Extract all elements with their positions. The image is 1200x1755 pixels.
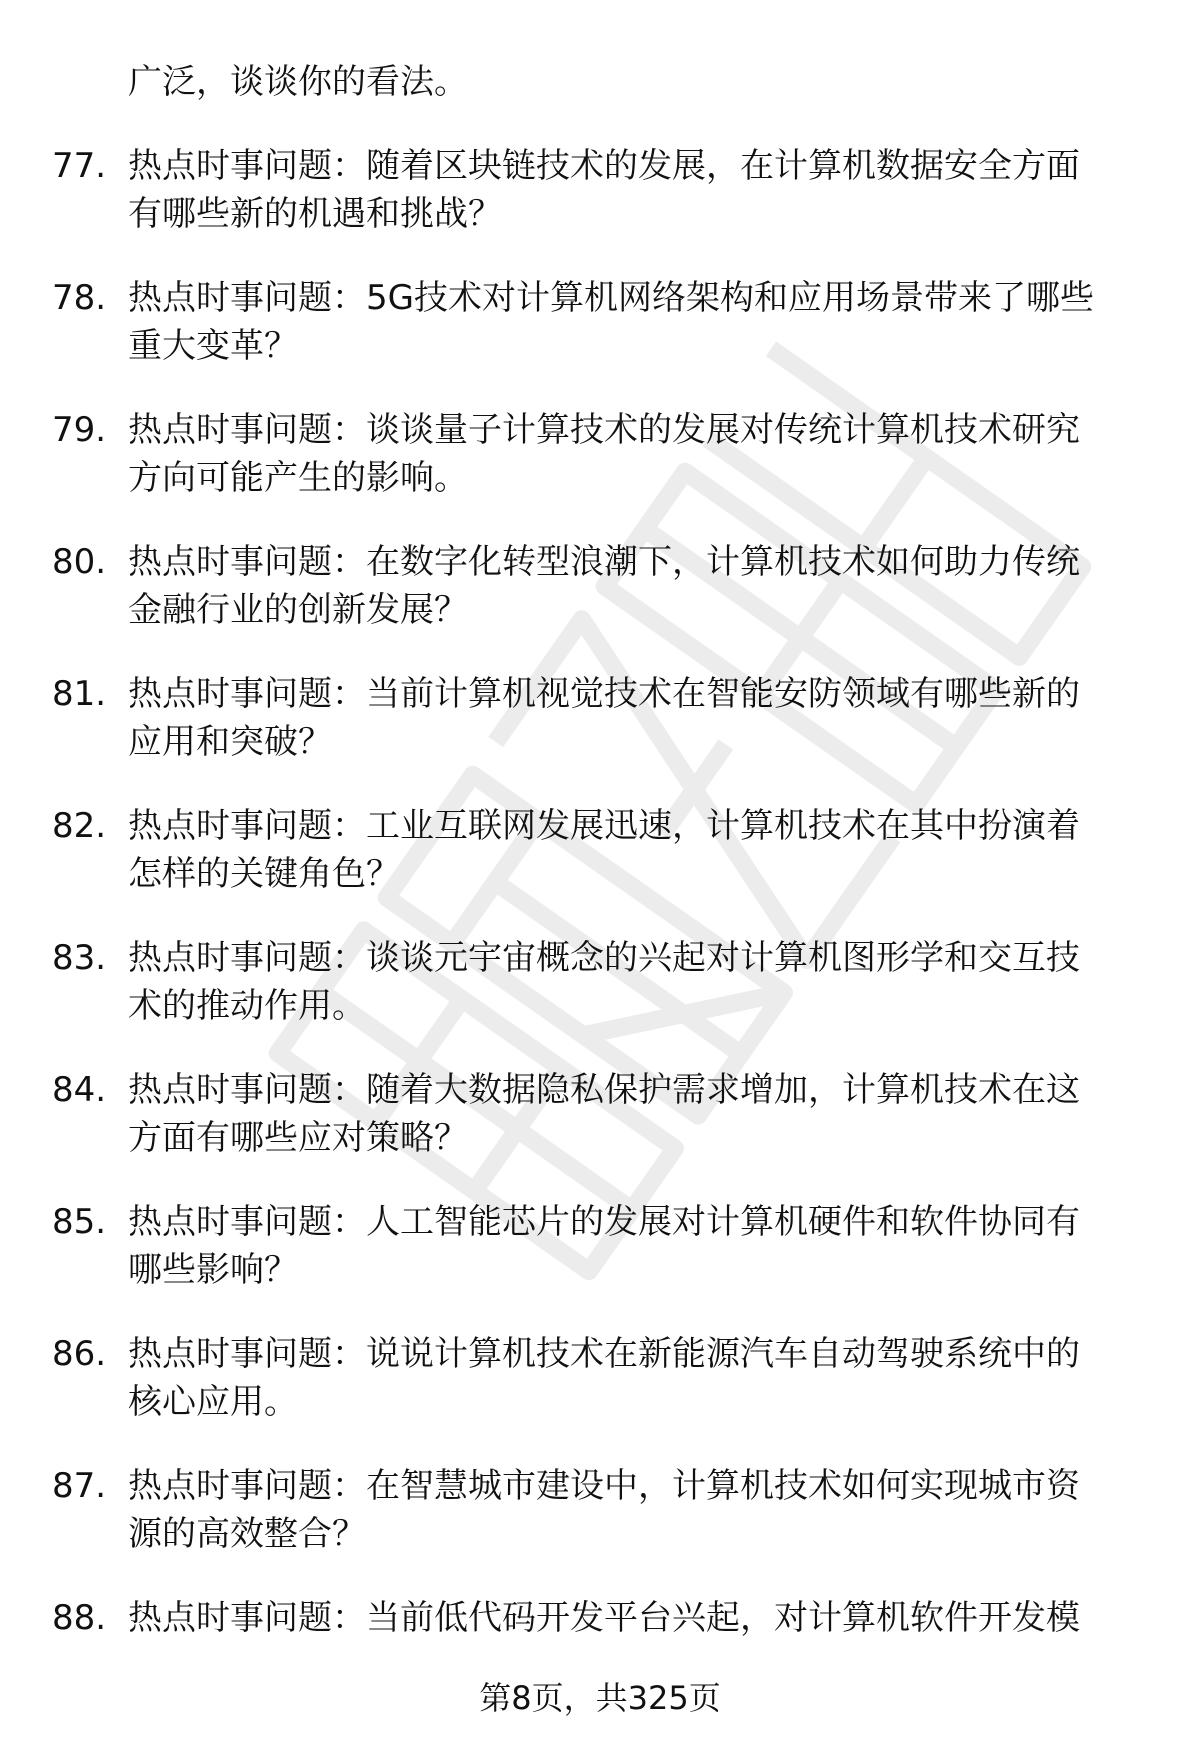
- question-line: 重大变革？: [128, 326, 298, 366]
- question-text: [128, 934, 1148, 1030]
- question-number: 78.: [52, 278, 107, 318]
- question-line: 有哪些新的机遇和挑战？: [128, 194, 502, 234]
- question-line: 热点时事问题：随着大数据隐私保护需求增加，计算机技术在这: [128, 1070, 1080, 1110]
- question-line: 热点时事问题：当前低代码开发平台兴起，对计算机软件开发模: [128, 1598, 1080, 1638]
- question-line: 方向可能产生的影响。: [128, 458, 468, 498]
- question-item: [0, 1330, 1200, 1462]
- question-item: [0, 802, 1200, 934]
- question-number: 81.: [52, 674, 107, 714]
- question-text: [128, 142, 1148, 238]
- question-text: [128, 1594, 1148, 1642]
- question-number: 88.: [52, 1598, 107, 1638]
- question-line: 怎样的关键角色？: [128, 854, 400, 894]
- question-line: 热点时事问题：在智慧城市建设中，计算机技术如何实现城市资: [128, 1466, 1080, 1506]
- question-number: 82.: [52, 806, 107, 846]
- question-line: 术的推动作用。: [128, 986, 366, 1026]
- question-text: [128, 1066, 1148, 1162]
- question-number: 84.: [52, 1070, 107, 1110]
- question-list: [0, 142, 1200, 1726]
- question-line: 热点时事问题：人工智能芯片的发展对计算机硬件和软件协同有: [128, 1202, 1080, 1242]
- question-line: 热点时事问题：5G技术对计算机网络架构和应用场景带来了哪些: [128, 278, 1094, 318]
- question-number: 87.: [52, 1466, 107, 1506]
- question-item: [0, 142, 1200, 274]
- page-footer: 第8页，共325页: [479, 1679, 721, 1717]
- question-text: [128, 670, 1148, 766]
- question-number: 77.: [52, 146, 107, 186]
- question-line: 热点时事问题：工业互联网发展迅速，计算机技术在其中扮演着: [128, 806, 1080, 846]
- question-text: [128, 1462, 1148, 1558]
- question-number: 83.: [52, 938, 107, 978]
- question-item: [0, 538, 1200, 670]
- question-text: [128, 406, 1148, 502]
- question-line: 核心应用。: [128, 1382, 298, 1422]
- question-line: 哪些影响？: [128, 1250, 298, 1290]
- question-item: [0, 274, 1200, 406]
- question-number: 85.: [52, 1202, 107, 1242]
- question-line: 热点时事问题：说说计算机技术在新能源汽车自动驾驶系统中的: [128, 1334, 1080, 1374]
- question-line: 源的高效整合？: [128, 1514, 366, 1554]
- question-number: 79.: [52, 410, 107, 450]
- question-text: [128, 538, 1148, 634]
- question-line: 热点时事问题：随着区块链技术的发展，在计算机数据安全方面: [128, 146, 1080, 186]
- question-line: 热点时事问题：谈谈元宇宙概念的兴起对计算机图形学和交互技: [128, 938, 1080, 978]
- question-item: [0, 934, 1200, 1066]
- question-number: 86.: [52, 1334, 107, 1374]
- question-line: 金融行业的创新发展？: [128, 590, 468, 630]
- continuation-text: 广泛，谈谈你的看法。: [128, 62, 468, 102]
- question-item: [0, 1462, 1200, 1594]
- question-item: [0, 406, 1200, 538]
- question-item: [0, 1066, 1200, 1198]
- question-line: 热点时事问题：谈谈量子计算技术的发展对传统计算机技术研究: [128, 410, 1080, 450]
- question-line: 应用和突破？: [128, 722, 332, 762]
- question-text: [128, 274, 1148, 370]
- question-text: [128, 802, 1148, 898]
- question-item: [0, 1198, 1200, 1330]
- question-text: [128, 1330, 1148, 1426]
- question-text: [128, 1198, 1148, 1294]
- question-line: 热点时事问题：在数字化转型浪潮下，计算机技术如何助力传统: [128, 542, 1080, 582]
- question-line: 热点时事问题：当前计算机视觉技术在智能安防领域有哪些新的: [128, 674, 1080, 714]
- question-item: [0, 670, 1200, 802]
- question-number: 80.: [52, 542, 107, 582]
- question-line: 方面有哪些应对策略？: [128, 1118, 468, 1158]
